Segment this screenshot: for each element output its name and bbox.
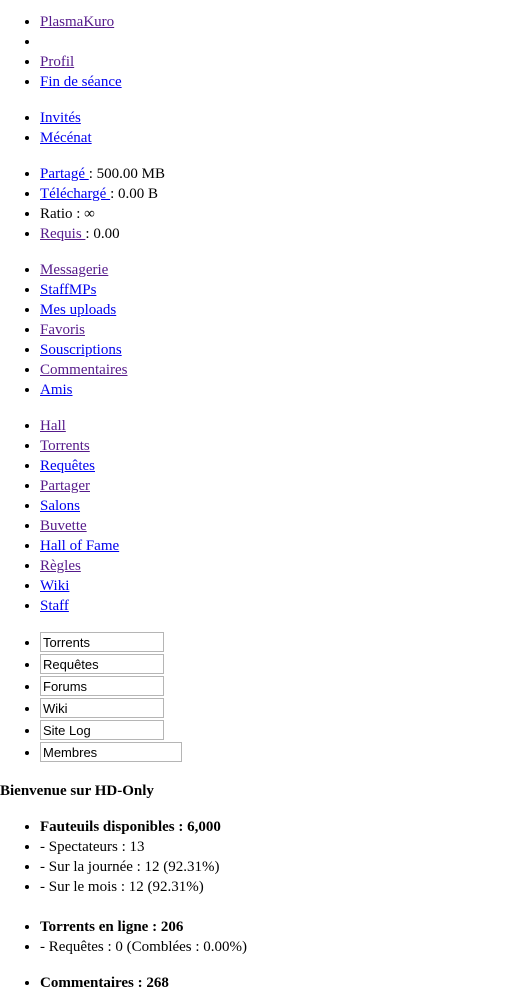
- list-item: [40, 654, 182, 676]
- subscriptions-link[interactable]: Souscriptions: [40, 342, 122, 358]
- nav-hall[interactable]: Hall: [40, 418, 66, 434]
- inbox-link[interactable]: Messagerie: [40, 262, 109, 278]
- list-item: [40, 556, 119, 576]
- stat-ratio: • Ratio : ∞: [40, 204, 165, 224]
- nav-forums[interactable]: Salons: [40, 498, 81, 514]
- list-item: [40, 128, 92, 148]
- stat-required: [40, 224, 165, 244]
- list-item: [40, 280, 127, 300]
- comments-link[interactable]: Commentaires: [40, 362, 128, 378]
- list-item: [40, 360, 127, 380]
- list-item: [40, 596, 119, 616]
- list-item: [40, 260, 127, 280]
- list-item: [40, 32, 122, 52]
- list-item: [40, 72, 122, 92]
- seats-stats-list: [0, 817, 221, 897]
- list-item: [40, 720, 182, 742]
- list-item: [40, 698, 182, 720]
- requests-search-input[interactable]: [40, 654, 164, 674]
- list-item: [40, 12, 122, 32]
- username-link[interactable]: PlasmaKuro: [40, 14, 115, 30]
- comments-title: • Commentaires : 268: [40, 973, 169, 993]
- nav-requests[interactable]: Requêtes: [40, 458, 95, 474]
- list-item: [40, 496, 119, 516]
- list-item: [40, 300, 127, 320]
- main-nav-list: [0, 416, 119, 616]
- torrents-stats-list: [0, 917, 247, 957]
- uploaded-link[interactable]: Partagé: [40, 166, 89, 182]
- log-search-input[interactable]: [40, 720, 164, 740]
- profile-link[interactable]: Profil: [40, 54, 75, 70]
- my-uploads-link[interactable]: Mes uploads: [40, 302, 117, 318]
- list-item: [40, 380, 127, 400]
- torrents-search-input[interactable]: [40, 632, 164, 652]
- nav-rules[interactable]: Règles: [40, 558, 81, 574]
- list-item: [40, 516, 119, 536]
- user-stats-list: [0, 164, 165, 244]
- list-item: [40, 632, 182, 654]
- required-link[interactable]: Requis: [40, 226, 86, 242]
- list-item: [40, 536, 119, 556]
- nav-hall-of-fame[interactable]: Hall of Fame: [40, 538, 120, 554]
- nav-staff[interactable]: Staff: [40, 598, 69, 614]
- logout-link[interactable]: Fin de séance: [40, 74, 122, 90]
- uploaded-value: : 500.00 MB: [88, 166, 165, 182]
- required-value: : 0.00: [85, 226, 120, 242]
- requests-stat: • - Requêtes : 0 (Comblées : 0.00%): [40, 937, 247, 957]
- welcome-heading: Bienvenue sur HD-Only: [0, 783, 154, 799]
- list-item: [40, 742, 182, 764]
- list-item: [40, 476, 119, 496]
- list-item: [40, 676, 182, 698]
- friends-link[interactable]: Amis: [40, 382, 73, 398]
- staff-pm-link[interactable]: StaffMPs: [40, 282, 97, 298]
- list-item: [40, 340, 127, 360]
- nav-wiki[interactable]: Wiki: [40, 578, 70, 594]
- spectators-stat: • - Spectateurs : 13: [40, 837, 221, 857]
- wiki-search-input[interactable]: [40, 698, 164, 718]
- user-links-list: [0, 108, 92, 148]
- list-item: [40, 108, 92, 128]
- list-item: [40, 576, 119, 596]
- downloaded-link[interactable]: Téléchargé: [40, 186, 111, 202]
- forums-search-input[interactable]: [40, 676, 164, 696]
- day-stat: • - Sur la journée : 12 (92.31%): [40, 857, 221, 877]
- nav-torrents[interactable]: Torrents: [40, 438, 90, 454]
- user-pages-list: [0, 260, 127, 400]
- list-item: [40, 456, 119, 476]
- search-bars-list: [0, 632, 182, 764]
- invites-link[interactable]: Invités: [40, 110, 81, 126]
- list-item: [40, 52, 122, 72]
- list-item: [40, 436, 119, 456]
- list-item: [40, 416, 119, 436]
- month-stat: • - Sur le mois : 12 (92.31%): [40, 877, 221, 897]
- bookmarks-link[interactable]: Favoris: [40, 322, 85, 338]
- nav-irc[interactable]: Buvette: [40, 518, 87, 534]
- user-info-list: [0, 12, 122, 92]
- torrents-title: • Torrents en ligne : 206: [40, 917, 247, 937]
- stat-uploaded: [40, 164, 165, 184]
- seats-title: • Fauteuils disponibles : 6,000: [40, 817, 221, 837]
- nav-upload[interactable]: Partager: [40, 478, 90, 494]
- comments-stats-list: [0, 973, 169, 993]
- downloaded-value: : 0.00 B: [110, 186, 159, 202]
- donate-link[interactable]: Mécénat: [40, 130, 92, 146]
- stat-downloaded: [40, 184, 165, 204]
- list-item: [40, 320, 127, 340]
- users-search-input[interactable]: [40, 742, 182, 762]
